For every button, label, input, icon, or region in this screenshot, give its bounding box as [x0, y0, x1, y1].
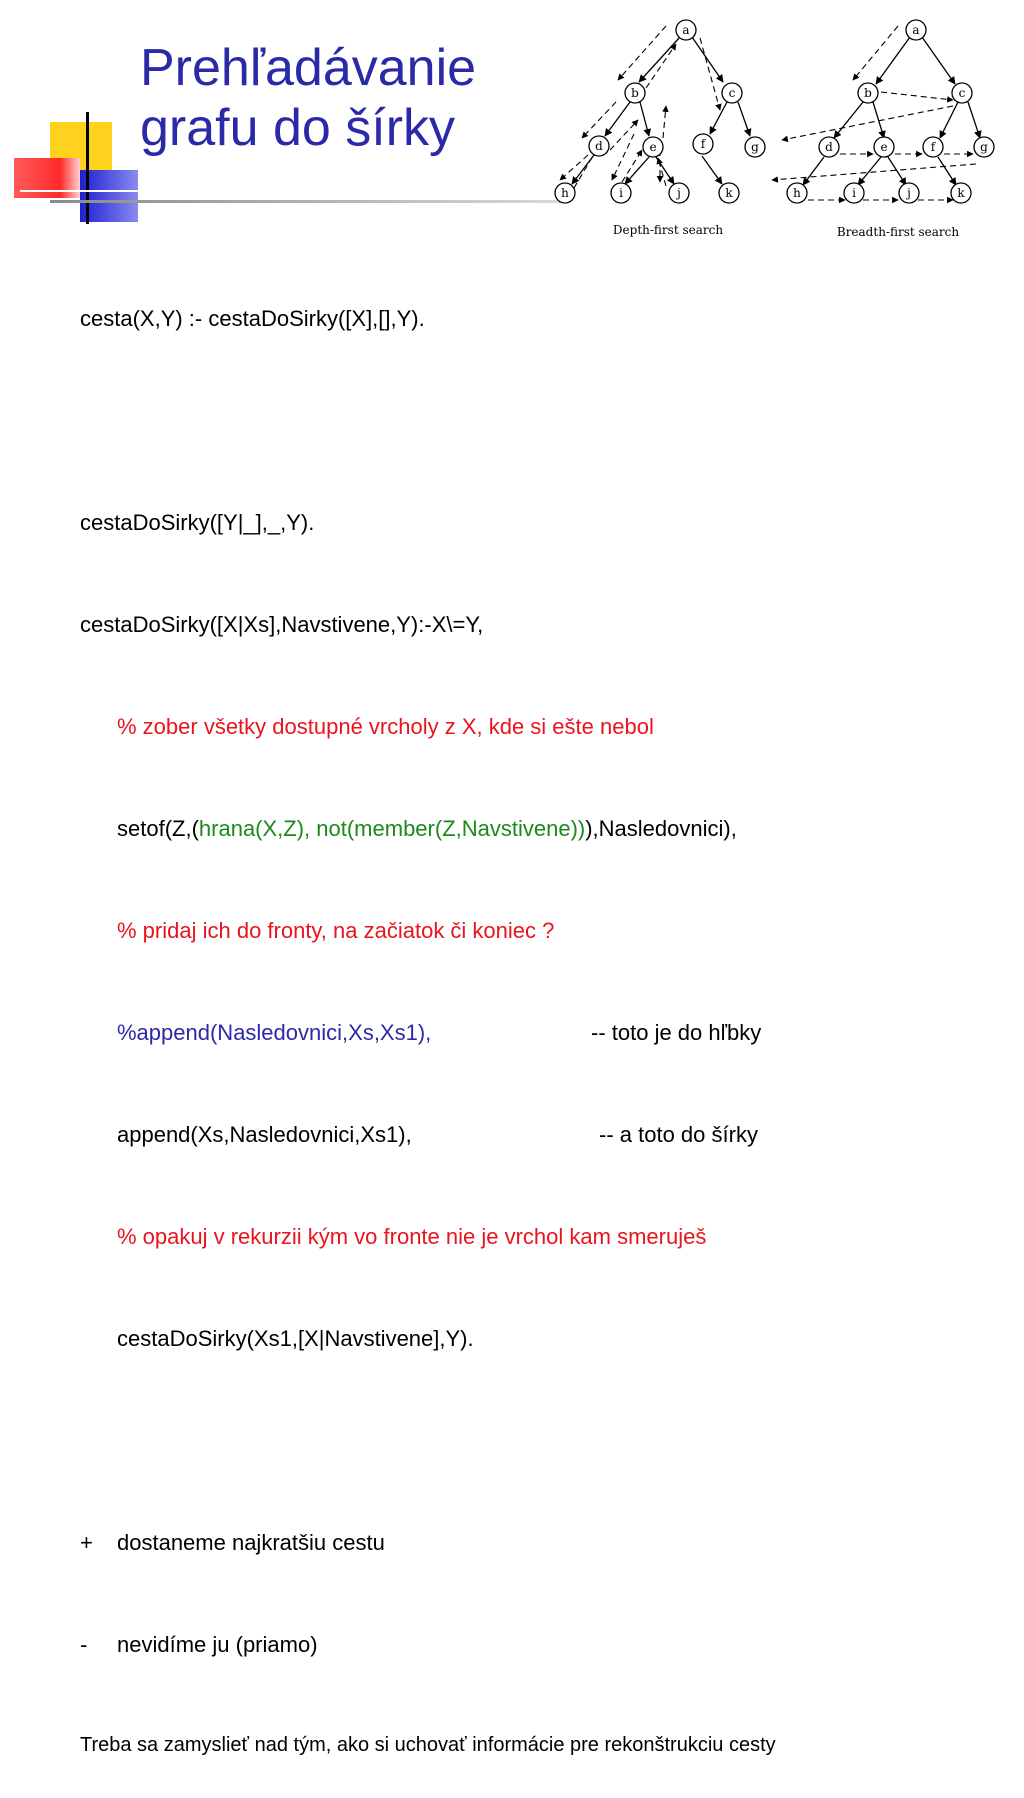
code-line-append-dfs [80, 1016, 1010, 1050]
svg-text:i: i [852, 186, 856, 200]
comment-line-1: % zober všetky dostupné vrcholy z X, kde si ešte nebol [117, 714, 654, 739]
code-line-recursive-head: cestaDoSirky([X|Xs],Navstivene,Y):-X\=Y, [80, 612, 484, 637]
blank-line [80, 1424, 1010, 1458]
con-text: nevidíme ju (priamo) [117, 1632, 318, 1657]
setof-condition: hrana(X,Z), not(member(Z,Navstivene)) [198, 816, 586, 841]
dfs-caption: Depth-first search [612, 223, 724, 237]
prolog-code-block [80, 234, 1010, 1798]
svg-text:b: b [631, 86, 639, 100]
setof-start: setof(Z,( [117, 816, 199, 841]
setof-end: ),Nasledovnici), [585, 816, 737, 841]
bfs-caption: Breadth-first search [836, 225, 960, 239]
svg-text:j: j [677, 186, 681, 200]
svg-text:e: e [649, 140, 657, 154]
search-trees-figure [548, 10, 1014, 246]
append-dfs-note: -- toto je do hľbky [591, 1020, 762, 1045]
code-line-cesta: cesta(X,Y) :- cestaDoSirky([X],[],Y). [80, 306, 425, 331]
svg-text:c: c [728, 86, 736, 100]
svg-text:k: k [725, 186, 733, 200]
code-line-base-case: cestaDoSirky([Y|_],_,Y). [80, 510, 315, 535]
svg-text:f: f [930, 140, 936, 154]
blank-line [80, 404, 1010, 438]
con-line [80, 1628, 1010, 1662]
svg-text:c: c [958, 86, 966, 100]
svg-text:k: k [957, 186, 965, 200]
svg-text:d: d [825, 140, 833, 154]
pro-text: dostaneme najkratšiu cestu [117, 1530, 385, 1555]
minus-symbol: - [80, 1632, 88, 1657]
svg-text:h: h [793, 186, 801, 200]
bfs-labels [793, 23, 988, 200]
deco-vertical-line [86, 112, 89, 224]
svg-text:f: f [700, 137, 706, 151]
title-underline [50, 200, 560, 203]
append-bfs-code: append(Xs,Nasledovnici,Xs1), [117, 1122, 412, 1147]
dfs-tree [555, 20, 765, 203]
page-title [140, 38, 476, 158]
pro-line [80, 1526, 1010, 1560]
comment-line-3: % opakuj v rekurzii kým vo fronte nie je vrchol kam smeruješ [117, 1224, 707, 1249]
append-bfs-note: -- a toto do šírky [599, 1122, 758, 1147]
title-line-2: grafu do šírky [140, 99, 456, 157]
svg-text:a: a [682, 23, 690, 37]
svg-text:d: d [595, 139, 603, 153]
svg-text:a: a [912, 23, 920, 37]
comment-line-2: % pridaj ich do fronty, na začiatok či koniec ? [117, 918, 555, 943]
deco-horizontal-line [20, 190, 140, 192]
svg-text:b: b [864, 86, 872, 100]
code-line-recursion: cestaDoSirky(Xs1,[X|Navstivene],Y). [117, 1326, 474, 1351]
svg-text:e: e [880, 140, 888, 154]
title-line-1: Prehľadávanie [140, 39, 477, 97]
code-line-setof [80, 812, 1010, 846]
svg-text:j: j [907, 186, 911, 200]
plus-symbol: + [80, 1530, 93, 1555]
closing-note: Treba sa zamyslieť nad tým, ako si uchovať informácie pre rekonštrukciu cesty [80, 1734, 776, 1756]
svg-text:i: i [619, 186, 623, 200]
svg-text:g: g [751, 140, 759, 154]
append-dfs-code: %append(Nasledovnici,Xs,Xs1), [117, 1020, 432, 1045]
deco-red-bar [14, 158, 80, 198]
bfs-tree [772, 20, 994, 203]
svg-text:g: g [980, 140, 988, 154]
code-line-append-bfs [80, 1118, 1010, 1152]
svg-text:h: h [561, 186, 569, 200]
